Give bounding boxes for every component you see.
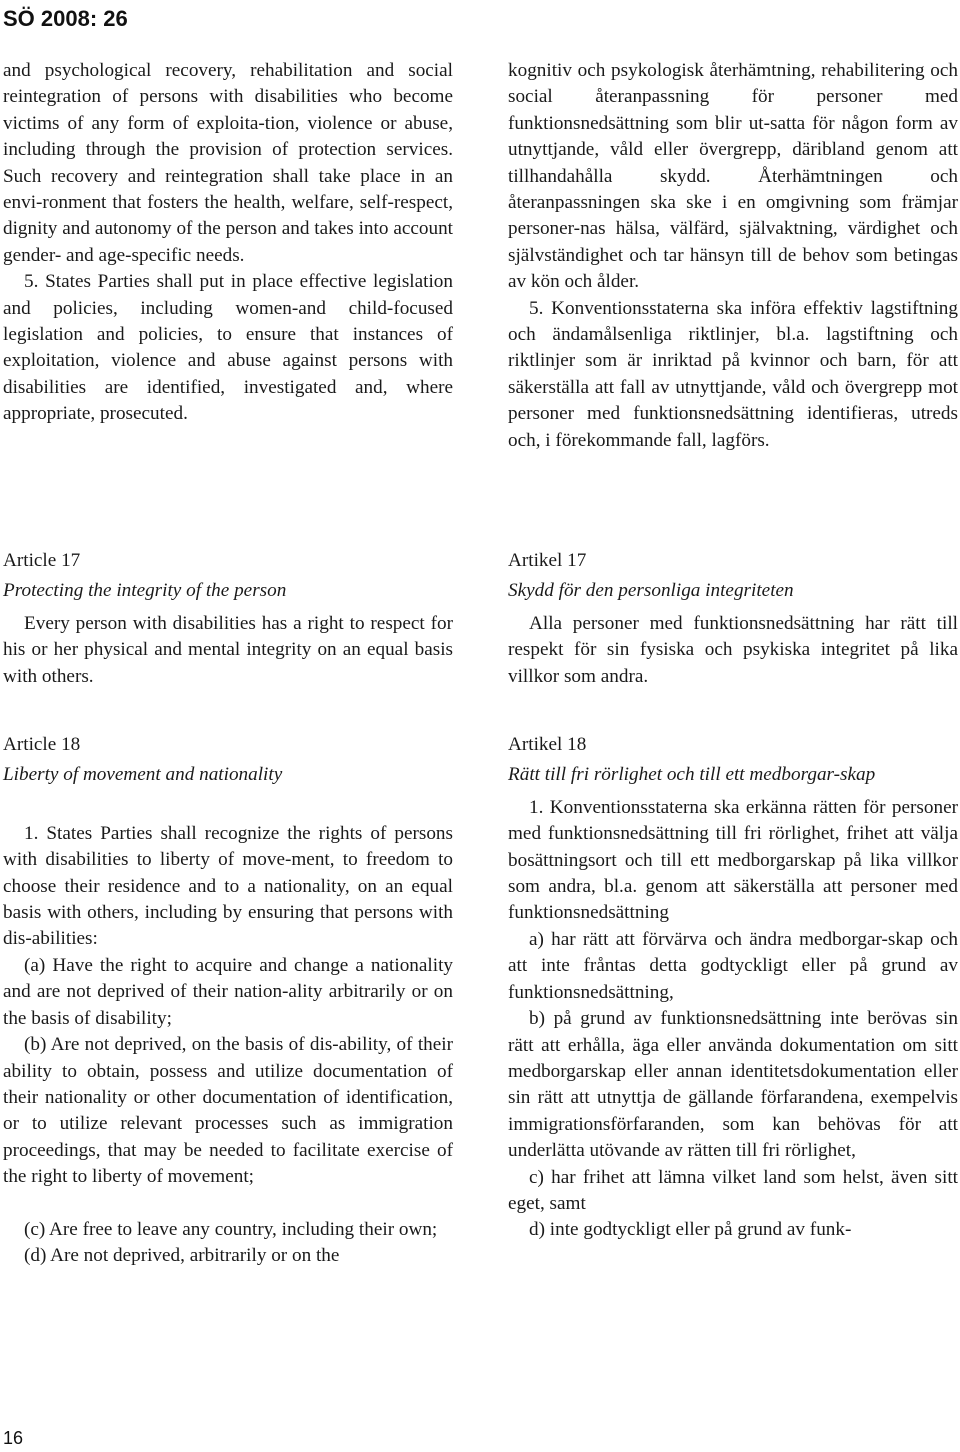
sv-article17-paragraph: Alla personer med funktionsnedsättning har rätt till respekt för sin fysiska och psykiska integritet på lika villkor som andra. <box>508 612 958 687</box>
sv-article18 <box>508 732 958 1244</box>
swedish-column <box>508 58 958 1244</box>
sv-article17 <box>508 548 958 690</box>
en-article17-title: Article 17 <box>3 550 81 571</box>
en-article17 <box>3 548 453 690</box>
running-title: SÖ 2008: 26 <box>3 6 128 31</box>
sv-article18-subtitle: Rätt till fri rörlighet och till ett medborgar-skap <box>508 764 876 786</box>
sv-article18-item-c: c) har frihet att lämna vilket land som helst, även sitt eget, samt <box>508 1166 958 1214</box>
sv-article17-subtitle: Skydd för den personliga integriteten <box>508 580 794 602</box>
sv-article18-paragraph-1: 1. Konventionsstaterna ska erkänna rätten för personer med funktionsnedsättning till fri rörlighet, frihet att välja bosättningsort och till ett medborgarskap på lika villkor som andra, bl.a. genom att säkerställa att personer med funktionsnedsättning <box>508 796 958 924</box>
en-article16-continuation <box>3 58 453 502</box>
en-article18-subtitle: Liberty of movement and nationality <box>3 764 283 786</box>
english-column <box>3 58 453 1269</box>
en-article18-item-d: (d) Are not deprived, arbitrarily or on the <box>24 1244 340 1266</box>
sv-article18-item-d: d) inte godtyckligt eller på grund av funk- <box>529 1219 852 1241</box>
page-number: 16 <box>3 1428 24 1448</box>
en-article18-item-a: (a) Have the right to acquire and change a nationality and are not deprived of their nation-ality arbitrarily or on the basis of disability; <box>3 954 453 1029</box>
en-article18-paragraph-1: 1. States Parties shall recognize the rights of persons with disabilities to liberty of move-ment, to freedom to choose their residence and to a nationality, on an equal basis with others, including by ensuring that persons with dis-abilities: <box>3 822 453 950</box>
sv-paragraph-5: 5. Konventionsstaterna ska införa effektiv lagstiftning och ändamålsenliga riktlinjer, bl.a. lagstiftning och riktlinjer som är inriktad på kvinnor och barn, för att säkerställa att fall av utnyttjande, våld och övergrepp mot personer med funktionsnedsättning identifieras, utreds och, i förekommande fall, lagförs. <box>508 297 958 451</box>
en-article17-paragraph: Every person with disabilities has a right to respect for his or her physical and mental integrity on an equal basis with others. <box>3 612 453 687</box>
sv-paragraph-recovery: kognitiv och psykologisk återhämtning, rehabilitering och social återanpassning för personer med funktionsnedsättning som blir ut-satta för någon form av utnyttjande, våld eller övergrepp, däribland genom att tillhandahålla skydd. Återhämtningen och återanpassningen ska ske i en omgivning som främjar personer-nas hälsa, välfärd, självaktning, värdighet och självständighet och tar hänsyn till de behov som betingas av kön och ålder. <box>508 60 958 293</box>
sv-article18-item-b: b) på grund av funktionsnedsättning inte berövas sin rätt att erhålla, äga eller använda dokumentation om sitt medborgarskap eller annan identitetsdokumentation eller sin rätt att utnyttja de gällande förfarandena, exempelvis immigrationsförfaranden, som kan behövas för att underlätta utövande av rätten till fri rörlighet, <box>508 1008 958 1162</box>
en-article18-item-c: (c) Are free to leave any country, including their own; <box>24 1218 438 1240</box>
en-article18 <box>3 732 453 1269</box>
spacer <box>3 1191 453 1217</box>
en-article17-subtitle: Protecting the integrity of the person <box>3 580 287 602</box>
sv-article18-item-a: a) har rätt att förvärva och ändra medborgar-skap och att inte fråntas detta godtyckligt eller på grund av funktionsnedsättning, <box>508 928 958 1003</box>
en-paragraph-recovery: and psychological recovery, rehabilitation and social reintegration of persons with disabilities who become victims of any form of exploita-tion, violence or abuse, including through the provision of protection services. Such recovery and reintegration shall take place in an envi-ronment that fosters the health, welfare, self-respect, dignity and autonomy of the person and takes into account gender- and age-specific needs. <box>3 60 453 266</box>
sv-article17-title: Artikel 17 <box>508 550 587 571</box>
sv-article18-title: Artikel 18 <box>508 734 587 756</box>
en-paragraph-5: 5. States Parties shall put in place effective legislation and policies, including women-and child-focused legislation and policies, to ensure that instances of exploitation, violence and abuse against persons with disabilities are identified, investigated and, where appropriate, prosecuted. <box>3 271 453 425</box>
sv-article16-continuation <box>508 58 958 502</box>
en-article18-item-b: (b) Are not deprived, on the basis of dis-ability, of their ability to obtain, possess and utilize documentation of their nationality or other documentation of identification, or to utilize relevant processes such as immigration proceedings, that may be needed to facilitate exercise of the right to liberty of movement; <box>3 1034 453 1188</box>
en-article18-title: Article 18 <box>3 734 81 756</box>
